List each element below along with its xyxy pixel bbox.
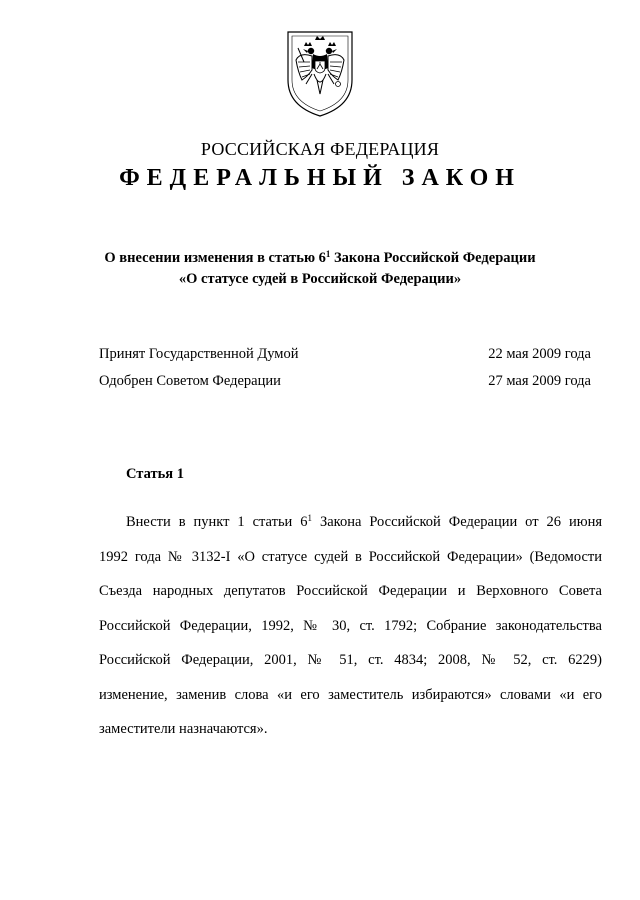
article-line: Российской Федерации, 1992, № 30, ст. 1792; Собрание законодательства bbox=[99, 617, 602, 634]
article-line: изменение, заменив слова «и его заместитель избираются» словами «и его bbox=[99, 686, 602, 703]
law-type-heading: ФЕДЕРАЛЬНЫЙ ЗАКОН bbox=[119, 165, 521, 191]
adoption-label: Одобрен Советом Федерации bbox=[99, 373, 281, 389]
adoption-date: 27 мая 2009 года bbox=[488, 373, 591, 389]
article-line: 1992 года № 3132-I «О статусе судей в Российской Федерации» (Ведомости bbox=[99, 548, 602, 565]
adoption-label: Принят Государственной Думой bbox=[99, 346, 299, 362]
adoption-row-federation-council bbox=[99, 373, 591, 390]
law-title bbox=[0, 248, 640, 290]
adoption-row-duma bbox=[99, 346, 591, 363]
article-line: заместители назначаются». bbox=[99, 721, 268, 737]
article-body bbox=[99, 505, 602, 747]
country-name: РОССИЙСКАЯ ФЕДЕРАЦИЯ bbox=[200, 139, 440, 159]
law-title-line-2: «О статусе судей в Российской Федерации» bbox=[178, 271, 462, 287]
article-line: Российской Федерации, 2001, № 51, ст. 4834; 2008, № 52, ст. 6229) bbox=[99, 652, 602, 668]
russian-coat-of-arms-icon bbox=[284, 28, 356, 118]
article-line: Внести в пункт 1 статьи $6^1$ Закона Российской Федерации от 26 июня bbox=[126, 513, 602, 530]
law-title-line-1: О внесении изменения в статью $6^1$ Закона Российской Федерации bbox=[104, 249, 536, 266]
article-line: Съезда народных депутатов Российской Федерации и Верховного Совета bbox=[99, 583, 602, 599]
adoption-date: 22 мая 2009 года bbox=[488, 346, 591, 362]
article-heading: Статья 1 bbox=[126, 466, 184, 482]
